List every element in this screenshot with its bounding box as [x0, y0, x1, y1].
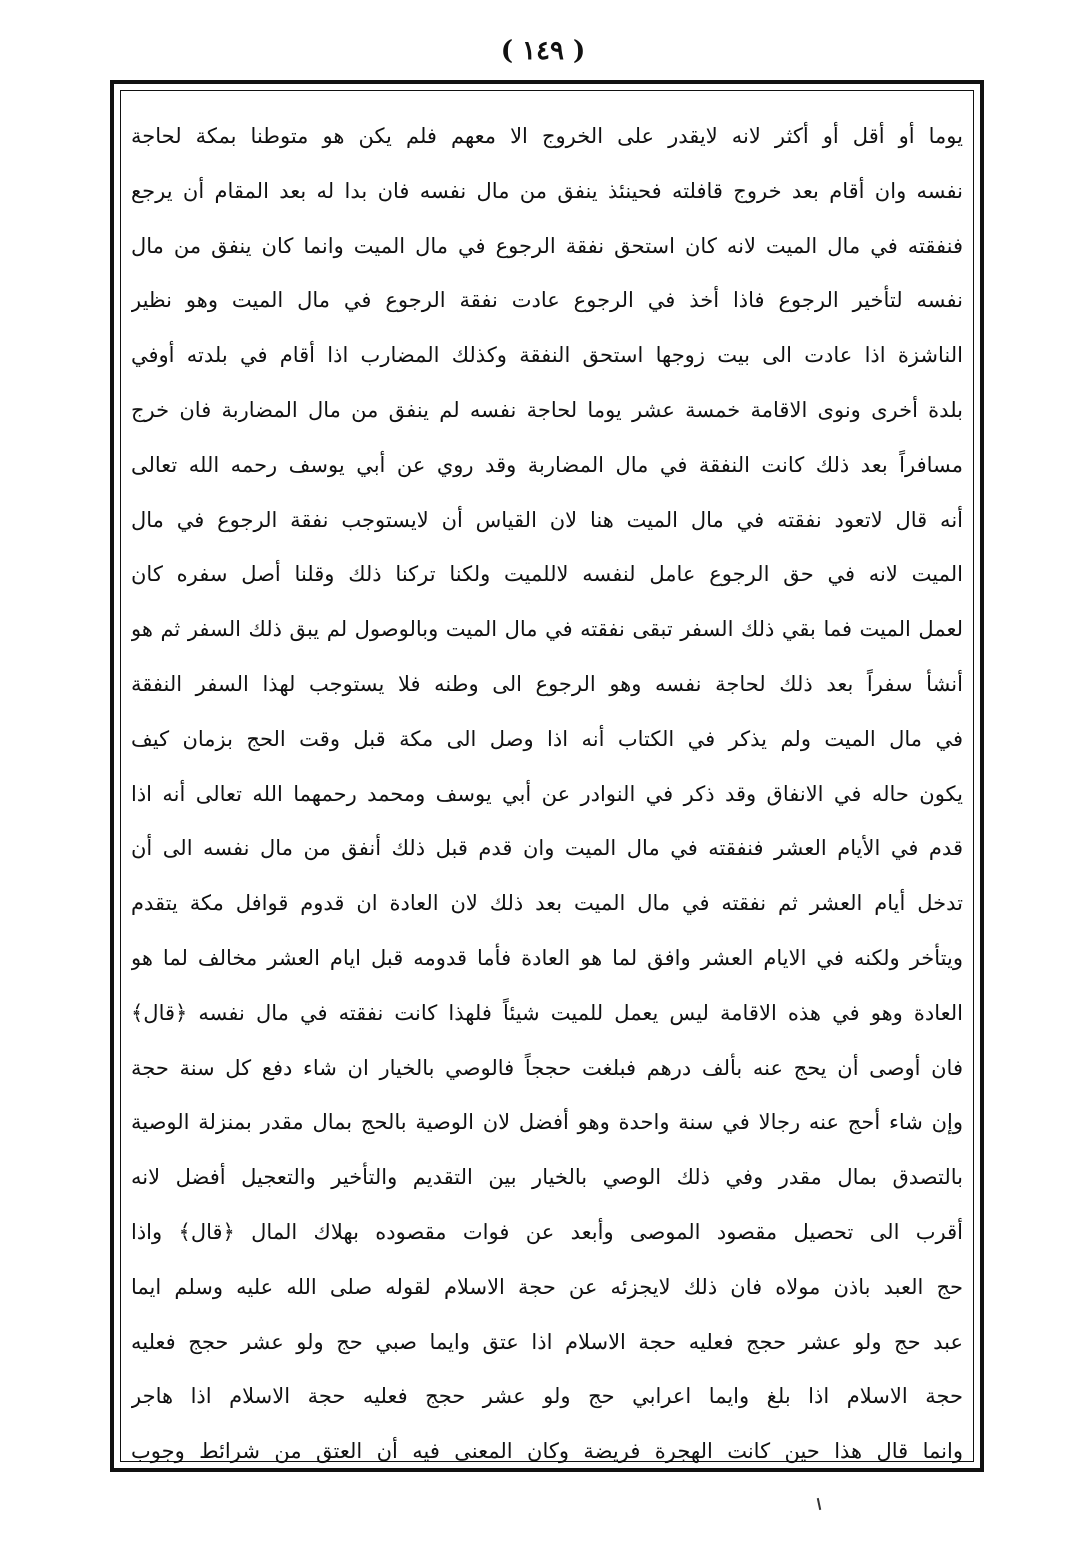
text-line: قدم في الأيام العشر فنفقته في مال الميت وان قدم قبل ذلك أنفق من مال نفسه الى أن: [131, 836, 963, 861]
text-line: فنفقته في مال الميت لانه كان استحق نفقة الرجوع في مال الميت وانما كان ينفق من مال: [131, 233, 963, 258]
text-line: نفسه لتأخير الرجوع فاذا أخذ في الرجوع عادت نفقة الرجوع في مال الميت وهو نظير: [131, 288, 963, 313]
text-line: وإن شاء أحج عنه رجالا في سنة واحدة وهو أفضل لان الوصية بالحج بمال مقدر بمنزلة الوصية: [131, 1110, 963, 1135]
text-line: فان أوصى أن يحج عنه بألف درهم فبلغت حججاً فالوصي بالخيار ان شاء دفع كل سنة حجة: [131, 1055, 963, 1080]
text-line: تدخل أيام العشر ثم نفقته في مال الميت بعد ذلك لان العادة ان قدوم قوافل مكة يتقدم: [131, 891, 963, 916]
text-line: يوما أو أقل أو أكثر لانه لايقدر على الخروج الا معهم فلم يكن هو متوطنا بمكة لحاجة: [131, 124, 963, 148]
page-border-outer: [110, 80, 984, 1472]
text-line: أنه قال لاتعود نفقته في مال الميت هنا لان القياس أن لايستوجب نفقة الرجوع في مال: [131, 507, 963, 532]
text-line: بالتصدق بمال مقدر وفي ذلك الوصي بالخيار بين التقديم والتأخير والتعجيل أفضل لانه: [131, 1165, 963, 1190]
text-line: نفسه وان أقام بعد خروج قافلته فحينئذ ينفق من مال نفسه فان بدا له بعد المقام أن يرجع: [131, 178, 963, 203]
main-text: [131, 109, 963, 1479]
text-line: لعمل الميت فما بقي ذلك السفر تبقى نفقته في مال الميت وبالوصول لم يبق ذلك السفر ثم هو: [131, 617, 963, 642]
scan-mark: [817, 1498, 821, 1510]
text-line: في مال الميت ولم يذكر في الكتاب أنه اذا وصل الى مكة قبل وقت الحج بزمان كيف: [131, 726, 963, 751]
text-line: حجة الاسلام اذا بلغ وايما اعرابي حج ولو عشر حجج فعليه حجة الاسلام اذا هاجر: [131, 1384, 963, 1409]
text-line: أنشأ سفراً بعد ذلك لحاجة نفسه وهو الرجوع الى وطنه فلا يستوجب لهذا السفر النفقة: [131, 671, 963, 696]
text-line: يكون حاله في الانفاق وقد ذكر في النوادر عن أبي يوسف ومحمد رحمهما الله تعالى أنه اذا: [131, 781, 963, 806]
text-line: ويتأخر ولكنه في الايام العشر وافق لما هو العادة فأما قدومه قبل ايام العشر مخالف لما هو: [131, 945, 963, 970]
text-line: العادة وهو في هذه الاقامة ليس يعمل للميت شيئاً فلهذا كانت نفقته في مال نفسه ﴿قال﴾: [131, 1000, 963, 1025]
text-line: مسافراً بعد ذلك كانت النفقة في مال المضاربة وقد روي عن أبي يوسف رحمه الله تعالى: [131, 452, 963, 477]
page-border-inner: [120, 90, 974, 1462]
page-number: ( ١٤٩ ): [500, 36, 586, 66]
text-line: أقرب الى تحصيل مقصود الموصى وأبعد عن فوات مقصوده بهلاك المال ﴿قال﴾ واذا: [131, 1219, 963, 1244]
text-line: وانما قال هذا حين كانت الهجرة فريضة وكان المعنى فيه أن العتق من شرائط وجوب: [131, 1439, 963, 1464]
text-line: حج العبد باذن مولاه فان ذلك لايجزئه عن حجة الاسلام لقوله صلى الله عليه وسلم ايما: [131, 1274, 963, 1299]
text-line: الناشزة اذا عادت الى بيت زوجها استحق النفقة وكذلك المضارب اذا أقام في بلدته أوفي: [131, 343, 963, 368]
text-line: الميت لانه في حق الرجوع عامل لنفسه لاللميت ولكنا تركنا ذلك وقلنا أصل سفره كان: [131, 562, 963, 587]
text-line: عبد حج ولو عشر حجج فعليه حجة الاسلام اذا عتق وايما صبي حج ولو عشر حجج فعليه: [131, 1329, 963, 1354]
text-line: بلدة أخرى ونوى الاقامة خمسة عشر يوما لحاجة نفسه لم ينفق من مال المضاربة فان خرج: [131, 397, 963, 422]
